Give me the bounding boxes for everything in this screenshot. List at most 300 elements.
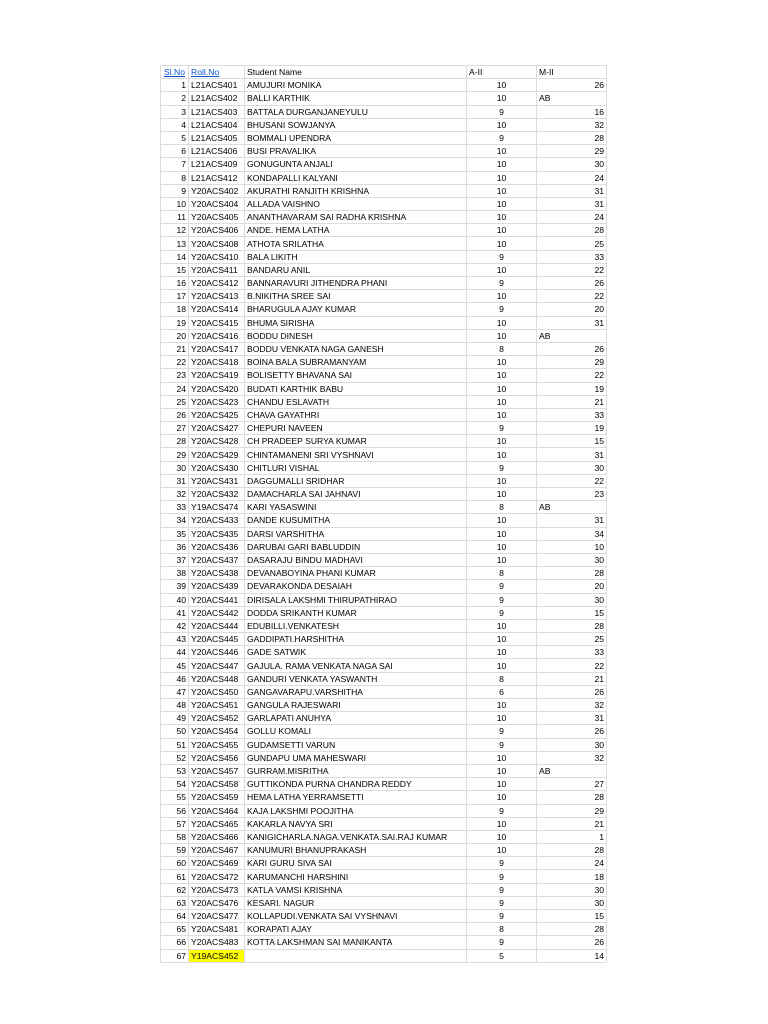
- roll-no-cell[interactable]: L21ACS406: [189, 145, 245, 158]
- roll-no-cell[interactable]: Y20ACS423: [189, 395, 245, 408]
- student-name-cell[interactable]: BALA LIKITH: [245, 250, 467, 263]
- a2-mark-cell[interactable]: 10: [467, 474, 537, 487]
- student-name-cell[interactable]: BUDATI KARTHIK BABU: [245, 382, 467, 395]
- roll-no-cell[interactable]: Y20ACS408: [189, 237, 245, 250]
- header-roll-no-link[interactable]: Roll.No: [189, 66, 245, 79]
- a2-mark-cell[interactable]: 8: [467, 567, 537, 580]
- sl-no-cell[interactable]: 14: [161, 250, 189, 263]
- roll-no-cell[interactable]: Y20ACS430: [189, 461, 245, 474]
- student-name-cell[interactable]: BOINA BALA SUBRAMANYAM: [245, 356, 467, 369]
- a2-mark-cell[interactable]: 10: [467, 527, 537, 540]
- header-sl-no-link[interactable]: Sl.No: [161, 66, 189, 79]
- roll-no-cell[interactable]: Y20ACS446: [189, 646, 245, 659]
- m2-mark-cell[interactable]: 26: [537, 936, 607, 949]
- sl-no-cell[interactable]: 53: [161, 764, 189, 777]
- a2-mark-cell[interactable]: 10: [467, 659, 537, 672]
- student-name-cell[interactable]: CHINTAMANENI SRI VYSHNAVI: [245, 448, 467, 461]
- roll-no-cell[interactable]: Y20ACS448: [189, 672, 245, 685]
- sl-no-cell[interactable]: 13: [161, 237, 189, 250]
- sl-no-cell[interactable]: 5: [161, 131, 189, 144]
- roll-no-cell[interactable]: Y20ACS429: [189, 448, 245, 461]
- sl-no-cell[interactable]: 4: [161, 118, 189, 131]
- roll-no-cell[interactable]: Y19ACS474: [189, 501, 245, 514]
- a2-mark-cell[interactable]: 9: [467, 738, 537, 751]
- roll-no-cell[interactable]: Y20ACS442: [189, 606, 245, 619]
- roll-no-cell[interactable]: Y20ACS419: [189, 369, 245, 382]
- m2-mark-cell[interactable]: 27: [537, 778, 607, 791]
- m2-mark-cell[interactable]: 26: [537, 685, 607, 698]
- student-name-cell[interactable]: DEVANABOYINA PHANI KUMAR: [245, 567, 467, 580]
- roll-no-cell[interactable]: Y20ACS454: [189, 725, 245, 738]
- m2-mark-cell[interactable]: 15: [537, 435, 607, 448]
- m2-mark-cell[interactable]: 31: [537, 197, 607, 210]
- roll-no-cell[interactable]: Y20ACS410: [189, 250, 245, 263]
- a2-mark-cell[interactable]: 10: [467, 211, 537, 224]
- roll-no-cell[interactable]: Y20ACS406: [189, 224, 245, 237]
- m2-mark-cell[interactable]: AB: [537, 92, 607, 105]
- sl-no-cell[interactable]: 66: [161, 936, 189, 949]
- a2-mark-cell[interactable]: 10: [467, 369, 537, 382]
- sl-no-cell[interactable]: 33: [161, 501, 189, 514]
- sl-no-cell[interactable]: 26: [161, 408, 189, 421]
- student-name-cell[interactable]: GURRAM.MISRITHA: [245, 764, 467, 777]
- roll-no-cell[interactable]: Y20ACS444: [189, 619, 245, 632]
- m2-mark-cell[interactable]: 30: [537, 883, 607, 896]
- sl-no-cell[interactable]: 25: [161, 395, 189, 408]
- student-name-cell[interactable]: GONUGUNTA ANJALI: [245, 158, 467, 171]
- sl-no-cell[interactable]: 29: [161, 448, 189, 461]
- student-name-cell[interactable]: BANNARAVURI JITHENDRA PHANI: [245, 277, 467, 290]
- m2-mark-cell[interactable]: 24: [537, 211, 607, 224]
- m2-mark-cell[interactable]: 26: [537, 277, 607, 290]
- a2-mark-cell[interactable]: 10: [467, 488, 537, 501]
- roll-no-cell[interactable]: L21ACS404: [189, 118, 245, 131]
- sl-no-cell[interactable]: 31: [161, 474, 189, 487]
- a2-mark-cell[interactable]: 10: [467, 633, 537, 646]
- m2-mark-cell[interactable]: 18: [537, 870, 607, 883]
- sl-no-cell[interactable]: 19: [161, 316, 189, 329]
- sl-no-cell[interactable]: 62: [161, 883, 189, 896]
- roll-no-cell[interactable]: Y20ACS418: [189, 356, 245, 369]
- roll-no-cell[interactable]: L21ACS401: [189, 79, 245, 92]
- sl-no-cell[interactable]: 21: [161, 342, 189, 355]
- roll-no-cell[interactable]: Y20ACS428: [189, 435, 245, 448]
- roll-no-cell[interactable]: Y20ACS416: [189, 329, 245, 342]
- m2-mark-cell[interactable]: 28: [537, 224, 607, 237]
- m2-mark-cell[interactable]: 33: [537, 250, 607, 263]
- student-name-cell[interactable]: BHUSANI SOWJANYA: [245, 118, 467, 131]
- sl-no-cell[interactable]: 57: [161, 817, 189, 830]
- m2-mark-cell[interactable]: 31: [537, 514, 607, 527]
- student-name-cell[interactable]: CHITLURI VISHAL: [245, 461, 467, 474]
- roll-no-cell[interactable]: Y20ACS411: [189, 263, 245, 276]
- a2-mark-cell[interactable]: 10: [467, 514, 537, 527]
- m2-mark-cell[interactable]: 19: [537, 422, 607, 435]
- m2-mark-cell[interactable]: 30: [537, 593, 607, 606]
- sl-no-cell[interactable]: 58: [161, 830, 189, 843]
- roll-no-cell[interactable]: Y20ACS459: [189, 791, 245, 804]
- student-name-cell[interactable]: BHUMA SIRISHA: [245, 316, 467, 329]
- a2-mark-cell[interactable]: 9: [467, 870, 537, 883]
- m2-mark-cell[interactable]: 15: [537, 606, 607, 619]
- a2-mark-cell[interactable]: 9: [467, 277, 537, 290]
- sl-no-cell[interactable]: 63: [161, 896, 189, 909]
- sl-no-cell[interactable]: 10: [161, 197, 189, 210]
- a2-mark-cell[interactable]: 9: [467, 857, 537, 870]
- roll-no-cell[interactable]: Y20ACS414: [189, 303, 245, 316]
- student-name-cell[interactable]: GANDURI VENKATA YASWANTH: [245, 672, 467, 685]
- m2-mark-cell[interactable]: 32: [537, 751, 607, 764]
- sl-no-cell[interactable]: 46: [161, 672, 189, 685]
- student-name-cell[interactable]: KANUMURI BHANUPRAKASH: [245, 844, 467, 857]
- sl-no-cell[interactable]: 8: [161, 171, 189, 184]
- a2-mark-cell[interactable]: 9: [467, 606, 537, 619]
- student-name-cell[interactable]: DAGGUMALLI SRIDHAR: [245, 474, 467, 487]
- a2-mark-cell[interactable]: 10: [467, 778, 537, 791]
- sl-no-cell[interactable]: 20: [161, 329, 189, 342]
- sl-no-cell[interactable]: 50: [161, 725, 189, 738]
- m2-mark-cell[interactable]: 33: [537, 408, 607, 421]
- m2-mark-cell[interactable]: 15: [537, 910, 607, 923]
- student-name-cell[interactable]: KAJA LAKSHMI POOJITHA: [245, 804, 467, 817]
- sl-no-cell[interactable]: 40: [161, 593, 189, 606]
- sl-no-cell[interactable]: 32: [161, 488, 189, 501]
- a2-mark-cell[interactable]: 9: [467, 896, 537, 909]
- sl-no-cell[interactable]: 24: [161, 382, 189, 395]
- roll-no-cell[interactable]: Y20ACS483: [189, 936, 245, 949]
- roll-no-cell[interactable]: L21ACS403: [189, 105, 245, 118]
- a2-mark-cell[interactable]: 9: [467, 105, 537, 118]
- a2-mark-cell[interactable]: 10: [467, 619, 537, 632]
- sl-no-cell[interactable]: 27: [161, 422, 189, 435]
- student-name-cell[interactable]: DARSI VARSHITHA: [245, 527, 467, 540]
- student-name-cell[interactable]: BODDU DINESH: [245, 329, 467, 342]
- m2-mark-cell[interactable]: 30: [537, 896, 607, 909]
- a2-mark-cell[interactable]: 10: [467, 712, 537, 725]
- m2-mark-cell[interactable]: 22: [537, 369, 607, 382]
- m2-mark-cell[interactable]: 29: [537, 356, 607, 369]
- a2-mark-cell[interactable]: 10: [467, 290, 537, 303]
- m2-mark-cell[interactable]: 28: [537, 567, 607, 580]
- sl-no-cell[interactable]: 45: [161, 659, 189, 672]
- a2-mark-cell[interactable]: 10: [467, 224, 537, 237]
- sl-no-cell[interactable]: 42: [161, 619, 189, 632]
- sl-no-cell[interactable]: 43: [161, 633, 189, 646]
- a2-mark-cell[interactable]: 10: [467, 197, 537, 210]
- sl-no-cell[interactable]: 65: [161, 923, 189, 936]
- a2-mark-cell[interactable]: 10: [467, 764, 537, 777]
- roll-no-cell[interactable]: Y20ACS447: [189, 659, 245, 672]
- a2-mark-cell[interactable]: 9: [467, 725, 537, 738]
- a2-mark-cell[interactable]: 8: [467, 342, 537, 355]
- a2-mark-cell[interactable]: 9: [467, 580, 537, 593]
- m2-mark-cell[interactable]: 26: [537, 725, 607, 738]
- sl-no-cell[interactable]: 51: [161, 738, 189, 751]
- roll-no-cell[interactable]: Y20ACS433: [189, 514, 245, 527]
- m2-mark-cell[interactable]: 29: [537, 804, 607, 817]
- sl-no-cell[interactable]: 52: [161, 751, 189, 764]
- m2-mark-cell[interactable]: 21: [537, 817, 607, 830]
- roll-no-cell[interactable]: Y20ACS413: [189, 290, 245, 303]
- m2-mark-cell[interactable]: 30: [537, 461, 607, 474]
- student-name-cell[interactable]: DAMACHARLA SAI JAHNAVI: [245, 488, 467, 501]
- roll-no-cell[interactable]: Y20ACS420: [189, 382, 245, 395]
- sl-no-cell[interactable]: 48: [161, 699, 189, 712]
- m2-mark-cell[interactable]: 24: [537, 171, 607, 184]
- student-name-cell[interactable]: KARI GURU SIVA SAI: [245, 857, 467, 870]
- m2-mark-cell[interactable]: 22: [537, 474, 607, 487]
- a2-mark-cell[interactable]: 5: [467, 949, 537, 962]
- m2-mark-cell[interactable]: 21: [537, 672, 607, 685]
- sl-no-cell[interactable]: 47: [161, 685, 189, 698]
- roll-no-cell[interactable]: Y20ACS437: [189, 553, 245, 566]
- student-name-cell[interactable]: GANGULA RAJESWARI: [245, 699, 467, 712]
- student-name-cell[interactable]: BUSI PRAVALIKA: [245, 145, 467, 158]
- m2-mark-cell[interactable]: AB: [537, 764, 607, 777]
- m2-mark-cell[interactable]: 31: [537, 316, 607, 329]
- student-name-cell[interactable]: KARUMANCHI HARSHINI: [245, 870, 467, 883]
- a2-mark-cell[interactable]: 9: [467, 250, 537, 263]
- student-name-cell[interactable]: KAKARLA NAVYA SRI: [245, 817, 467, 830]
- sl-no-cell[interactable]: 38: [161, 567, 189, 580]
- m2-mark-cell[interactable]: 28: [537, 923, 607, 936]
- student-name-cell[interactable]: BHARUGULA AJAY KUMAR: [245, 303, 467, 316]
- roll-no-cell[interactable]: Y20ACS405: [189, 211, 245, 224]
- roll-no-cell[interactable]: Y20ACS465: [189, 817, 245, 830]
- m2-mark-cell[interactable]: 22: [537, 290, 607, 303]
- sl-no-cell[interactable]: 28: [161, 435, 189, 448]
- m2-mark-cell[interactable]: 31: [537, 184, 607, 197]
- student-name-cell[interactable]: DANDE KUSUMITHA: [245, 514, 467, 527]
- a2-mark-cell[interactable]: 10: [467, 145, 537, 158]
- sl-no-cell[interactable]: 17: [161, 290, 189, 303]
- m2-mark-cell[interactable]: 31: [537, 448, 607, 461]
- sl-no-cell[interactable]: 56: [161, 804, 189, 817]
- student-name-cell[interactable]: GANGAVARAPU.VARSHITHA: [245, 685, 467, 698]
- a2-mark-cell[interactable]: 10: [467, 118, 537, 131]
- roll-no-cell[interactable]: Y20ACS441: [189, 593, 245, 606]
- student-name-cell[interactable]: KOLLAPUDI.VENKATA SAI VYSHNAVI: [245, 910, 467, 923]
- a2-mark-cell[interactable]: 9: [467, 936, 537, 949]
- m2-mark-cell[interactable]: 1: [537, 830, 607, 843]
- a2-mark-cell[interactable]: 10: [467, 830, 537, 843]
- sl-no-cell[interactable]: 35: [161, 527, 189, 540]
- student-name-cell[interactable]: DODDA SRIKANTH KUMAR: [245, 606, 467, 619]
- m2-mark-cell[interactable]: AB: [537, 501, 607, 514]
- a2-mark-cell[interactable]: 10: [467, 184, 537, 197]
- a2-mark-cell[interactable]: 6: [467, 685, 537, 698]
- roll-no-cell[interactable]: Y20ACS432: [189, 488, 245, 501]
- sl-no-cell[interactable]: 37: [161, 553, 189, 566]
- m2-mark-cell[interactable]: 10: [537, 540, 607, 553]
- a2-mark-cell[interactable]: 10: [467, 553, 537, 566]
- student-name-cell[interactable]: ANDE. HEMA LATHA: [245, 224, 467, 237]
- sl-no-cell[interactable]: 23: [161, 369, 189, 382]
- roll-no-cell[interactable]: Y20ACS412: [189, 277, 245, 290]
- sl-no-cell[interactable]: 61: [161, 870, 189, 883]
- sl-no-cell[interactable]: 67: [161, 949, 189, 962]
- student-name-cell[interactable]: BOLISETTY BHAVANA SAI: [245, 369, 467, 382]
- roll-no-cell[interactable]: Y20ACS450: [189, 685, 245, 698]
- roll-no-cell[interactable]: Y20ACS425: [189, 408, 245, 421]
- m2-mark-cell[interactable]: 16: [537, 105, 607, 118]
- student-name-cell[interactable]: DASARAJU BINDU MADHAVI: [245, 553, 467, 566]
- m2-mark-cell[interactable]: 23: [537, 488, 607, 501]
- a2-mark-cell[interactable]: 10: [467, 791, 537, 804]
- m2-mark-cell[interactable]: 24: [537, 857, 607, 870]
- m2-mark-cell[interactable]: 28: [537, 131, 607, 144]
- student-name-cell[interactable]: GADDIPATI.HARSHITHA: [245, 633, 467, 646]
- student-name-cell[interactable]: CHEPURI NAVEEN: [245, 422, 467, 435]
- m2-mark-cell[interactable]: 22: [537, 263, 607, 276]
- roll-no-cell[interactable]: Y20ACS415: [189, 316, 245, 329]
- m2-mark-cell[interactable]: 32: [537, 118, 607, 131]
- sl-no-cell[interactable]: 59: [161, 844, 189, 857]
- student-name-cell[interactable]: CH PRADEEP SURYA KUMAR: [245, 435, 467, 448]
- m2-mark-cell[interactable]: 30: [537, 738, 607, 751]
- a2-mark-cell[interactable]: 10: [467, 92, 537, 105]
- student-name-cell[interactable]: KOTTA LAKSHMAN SAI MANIKANTA: [245, 936, 467, 949]
- m2-mark-cell[interactable]: 33: [537, 646, 607, 659]
- sl-no-cell[interactable]: 30: [161, 461, 189, 474]
- student-name-cell[interactable]: GOLLU KOMALI: [245, 725, 467, 738]
- student-name-cell[interactable]: BATTALA DURGANJANEYULU: [245, 105, 467, 118]
- m2-mark-cell[interactable]: 28: [537, 844, 607, 857]
- student-name-cell[interactable]: ATHOTA SRILATHA: [245, 237, 467, 250]
- sl-no-cell[interactable]: 9: [161, 184, 189, 197]
- sl-no-cell[interactable]: 39: [161, 580, 189, 593]
- a2-mark-cell[interactable]: 8: [467, 672, 537, 685]
- student-name-cell[interactable]: DARUBAI GARI BABLUDDIN: [245, 540, 467, 553]
- m2-mark-cell[interactable]: 28: [537, 619, 607, 632]
- a2-mark-cell[interactable]: 10: [467, 395, 537, 408]
- m2-mark-cell[interactable]: 26: [537, 342, 607, 355]
- roll-no-cell[interactable]: L21ACS412: [189, 171, 245, 184]
- a2-mark-cell[interactable]: 9: [467, 910, 537, 923]
- roll-no-cell[interactable]: Y20ACS473: [189, 883, 245, 896]
- roll-no-cell[interactable]: Y20ACS445: [189, 633, 245, 646]
- a2-mark-cell[interactable]: 10: [467, 408, 537, 421]
- student-name-cell[interactable]: KATLA VAMSI KRISHNA: [245, 883, 467, 896]
- m2-mark-cell[interactable]: AB: [537, 329, 607, 342]
- student-name-cell[interactable]: KORAPATI AJAY: [245, 923, 467, 936]
- a2-mark-cell[interactable]: 10: [467, 356, 537, 369]
- sl-no-cell[interactable]: 11: [161, 211, 189, 224]
- student-name-cell[interactable]: KONDAPALLI KALYANI: [245, 171, 467, 184]
- a2-mark-cell[interactable]: 9: [467, 883, 537, 896]
- m2-mark-cell[interactable]: 29: [537, 145, 607, 158]
- m2-mark-cell[interactable]: 25: [537, 237, 607, 250]
- a2-mark-cell[interactable]: 10: [467, 817, 537, 830]
- student-name-cell[interactable]: ANANTHAVARAM SAI RADHA KRISHNA: [245, 211, 467, 224]
- sl-no-cell[interactable]: 7: [161, 158, 189, 171]
- roll-no-cell[interactable]: Y20ACS458: [189, 778, 245, 791]
- m2-mark-cell[interactable]: 30: [537, 158, 607, 171]
- roll-no-cell[interactable]: Y20ACS439: [189, 580, 245, 593]
- student-name-cell[interactable]: GAJULA. RAMA VENKATA NAGA SAI: [245, 659, 467, 672]
- m2-mark-cell[interactable]: 32: [537, 699, 607, 712]
- roll-no-cell[interactable]: Y20ACS456: [189, 751, 245, 764]
- student-name-cell[interactable]: GUNDAPU UMA MAHESWARI: [245, 751, 467, 764]
- m2-mark-cell[interactable]: 30: [537, 553, 607, 566]
- m2-mark-cell[interactable]: 19: [537, 382, 607, 395]
- student-name-cell[interactable]: BANDARU ANIL: [245, 263, 467, 276]
- sl-no-cell[interactable]: 34: [161, 514, 189, 527]
- student-name-cell[interactable]: GARLAPATI ANUHYA: [245, 712, 467, 725]
- roll-no-cell[interactable]: Y20ACS455: [189, 738, 245, 751]
- student-name-cell[interactable]: EDUBILLI.VENKATESH: [245, 619, 467, 632]
- m2-mark-cell[interactable]: 22: [537, 659, 607, 672]
- m2-mark-cell[interactable]: 26: [537, 79, 607, 92]
- m2-mark-cell[interactable]: 31: [537, 712, 607, 725]
- sl-no-cell[interactable]: 49: [161, 712, 189, 725]
- sl-no-cell[interactable]: 3: [161, 105, 189, 118]
- roll-no-cell[interactable]: Y20ACS402: [189, 184, 245, 197]
- a2-mark-cell[interactable]: 10: [467, 448, 537, 461]
- student-name-cell[interactable]: CHANDU ESLAVATH: [245, 395, 467, 408]
- student-name-cell[interactable]: BODDU VENKATA NAGA GANESH: [245, 342, 467, 355]
- a2-mark-cell[interactable]: 8: [467, 923, 537, 936]
- roll-no-cell[interactable]: Y19ACS452: [189, 949, 245, 962]
- student-name-cell[interactable]: AKURATHI RANJITH KRISHNA: [245, 184, 467, 197]
- a2-mark-cell[interactable]: 8: [467, 501, 537, 514]
- roll-no-cell[interactable]: Y20ACS451: [189, 699, 245, 712]
- roll-no-cell[interactable]: Y20ACS477: [189, 910, 245, 923]
- student-name-cell[interactable]: AMUJURI MONIKA: [245, 79, 467, 92]
- sl-no-cell[interactable]: 36: [161, 540, 189, 553]
- a2-mark-cell[interactable]: 9: [467, 422, 537, 435]
- student-name-cell[interactable]: KANIGICHARLA.NAGA.VENKATA.SAI.RAJ KUMAR: [245, 830, 467, 843]
- a2-mark-cell[interactable]: 10: [467, 382, 537, 395]
- roll-no-cell[interactable]: Y20ACS436: [189, 540, 245, 553]
- student-name-cell[interactable]: [245, 949, 467, 962]
- sl-no-cell[interactable]: 12: [161, 224, 189, 237]
- roll-no-cell[interactable]: Y20ACS464: [189, 804, 245, 817]
- roll-no-cell[interactable]: Y20ACS476: [189, 896, 245, 909]
- sl-no-cell[interactable]: 60: [161, 857, 189, 870]
- a2-mark-cell[interactable]: 10: [467, 171, 537, 184]
- sl-no-cell[interactable]: 64: [161, 910, 189, 923]
- a2-mark-cell[interactable]: 10: [467, 699, 537, 712]
- a2-mark-cell[interactable]: 10: [467, 158, 537, 171]
- student-name-cell[interactable]: KARI YASASWINI: [245, 501, 467, 514]
- a2-mark-cell[interactable]: 10: [467, 646, 537, 659]
- a2-mark-cell[interactable]: 10: [467, 540, 537, 553]
- student-name-cell[interactable]: GUTTIKONDA PURNA CHANDRA REDDY: [245, 778, 467, 791]
- sl-no-cell[interactable]: 6: [161, 145, 189, 158]
- a2-mark-cell[interactable]: 10: [467, 263, 537, 276]
- roll-no-cell[interactable]: Y20ACS404: [189, 197, 245, 210]
- m2-mark-cell[interactable]: 20: [537, 303, 607, 316]
- a2-mark-cell[interactable]: 10: [467, 316, 537, 329]
- student-name-cell[interactable]: HEMA LATHA YERRAMSETTI: [245, 791, 467, 804]
- student-name-cell[interactable]: BOMMALI UPENDRA: [245, 131, 467, 144]
- student-name-cell[interactable]: GUDAMSETTI VARUN: [245, 738, 467, 751]
- student-name-cell[interactable]: KESARI. NAGUR: [245, 896, 467, 909]
- sl-no-cell[interactable]: 18: [161, 303, 189, 316]
- roll-no-cell[interactable]: L21ACS402: [189, 92, 245, 105]
- sl-no-cell[interactable]: 1: [161, 79, 189, 92]
- a2-mark-cell[interactable]: 10: [467, 435, 537, 448]
- sl-no-cell[interactable]: 22: [161, 356, 189, 369]
- roll-no-cell[interactable]: L21ACS409: [189, 158, 245, 171]
- student-name-cell[interactable]: DIRISALA LAKSHMI THIRUPATHIRAO: [245, 593, 467, 606]
- roll-no-cell[interactable]: Y20ACS438: [189, 567, 245, 580]
- a2-mark-cell[interactable]: 10: [467, 329, 537, 342]
- roll-no-cell[interactable]: Y20ACS417: [189, 342, 245, 355]
- sl-no-cell[interactable]: 41: [161, 606, 189, 619]
- roll-no-cell[interactable]: Y20ACS435: [189, 527, 245, 540]
